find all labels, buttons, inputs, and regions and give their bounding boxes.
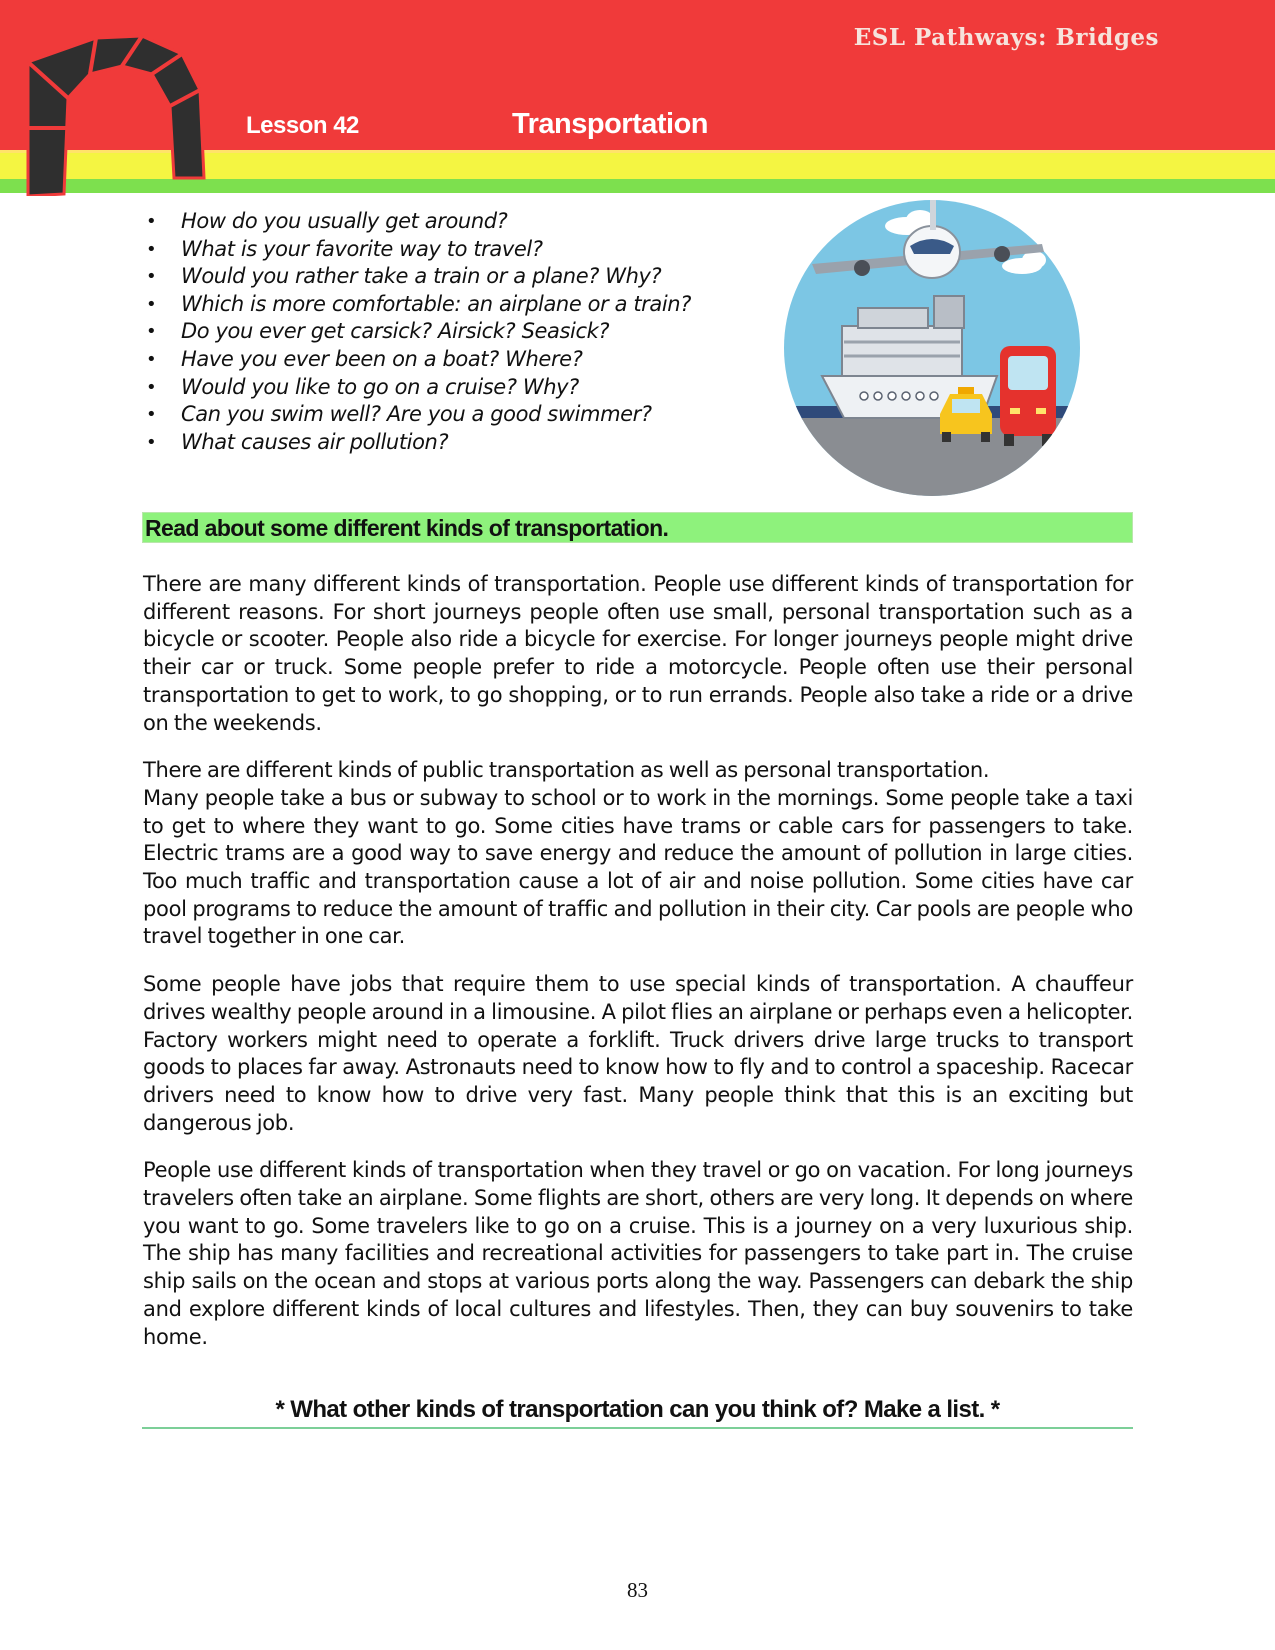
section-heading: Read about some different kinds of transportation. — [145, 515, 669, 541]
paragraph: There are many different kinds of transportation. People use different kinds of transportation for different reasons. For short journeys people often use small, personal transportation such as a bicycle or scooter. People also ride a bicycle for exercise. For longer journeys people might drive their car or truck. Some people prefer to ride a motorcycle. People often use their personal transportation to get to work, to go shopping, or to run errands. People also take a ride or a drive on the weekends. — [143, 572, 1133, 735]
question-item: • Do you ever get carsick? Airsick? Seasick? — [143, 318, 691, 346]
section-heading-bar — [142, 512, 1133, 543]
transportation-illustration — [772, 196, 1082, 496]
question-item: • What is your favorite way to travel? — [143, 236, 691, 264]
question-item: • Have you ever been on a boat? Where? — [143, 346, 691, 374]
question-item: • Can you swim well? Are you a good swimmer? — [143, 401, 691, 429]
paragraph: Some people have jobs that require them to use special kinds of transportation. A chauffeur drives wealthy people around in a limousine. A pilot flies an airplane or perhaps even a helicopter. Factory workers might need to operate a forklift. Truck drivers drive large trucks to transport goods to places far away. Astronauts need to know how to fly and to control a spaceship. Racecar drivers need to know how to drive very fast. Many people think that this is an exciting but dangerous job. — [143, 972, 1133, 1135]
question-item: • Would you like to go on a cruise? Why? — [143, 374, 691, 402]
question-item: • Which is more comfortable: an airplane or a train? — [143, 291, 691, 319]
divider — [142, 1427, 1133, 1429]
page-title: Transportation — [512, 108, 709, 140]
closing-prompt: * What other kinds of transportation can you think of? Make a list. * — [275, 1396, 1000, 1423]
paragraph: People use different kinds of transportation when they travel or go on vacation. For long journeys travelers often take an airplane. Some flights are short, others are very long. It depends on where you want to go. Some travelers like to go on a cruise. This is a journey on a very luxurious ship. The ship has many facilities and recreational activities for passengers to take part in. The cruise ship sails on the ocean and stops at various ports along the way. Passengers can debark the ship and explore different kinds of local cultures and lifestyles. Then, they can buy souvenirs to take home. — [143, 1158, 1133, 1349]
question-item: • Would you rather take a train or a plane? Why? — [143, 263, 691, 291]
lesson-number: Lesson 42 — [246, 112, 359, 139]
reading-passage — [143, 571, 1133, 1371]
brand-name: ESL Pathways: Bridges — [853, 24, 1159, 51]
paragraph: Many people take a bus or subway to school or to work in the mornings. Some people take a taxi to get to where they want to go. Some cities have trams or cable cars for passengers to take. Electric trams are a good way to save energy and reduce the amount of pollution in large cities. Too much traffic and transportation cause a lot of air and noise pollution. Some cities have car pool programs to reduce the amount of traffic and pollution in their city. Car pools are people who travel together in one car. — [143, 785, 1133, 949]
page-number: 83 — [627, 1578, 648, 1602]
paragraph: There are different kinds of public transportation as well as personal transportation. — [143, 758, 990, 783]
bridge-arch-icon — [24, 28, 214, 196]
question-item: • How do you usually get around? — [143, 208, 691, 236]
discussion-questions — [143, 208, 691, 456]
question-item: • What causes air pollution? — [143, 429, 691, 457]
